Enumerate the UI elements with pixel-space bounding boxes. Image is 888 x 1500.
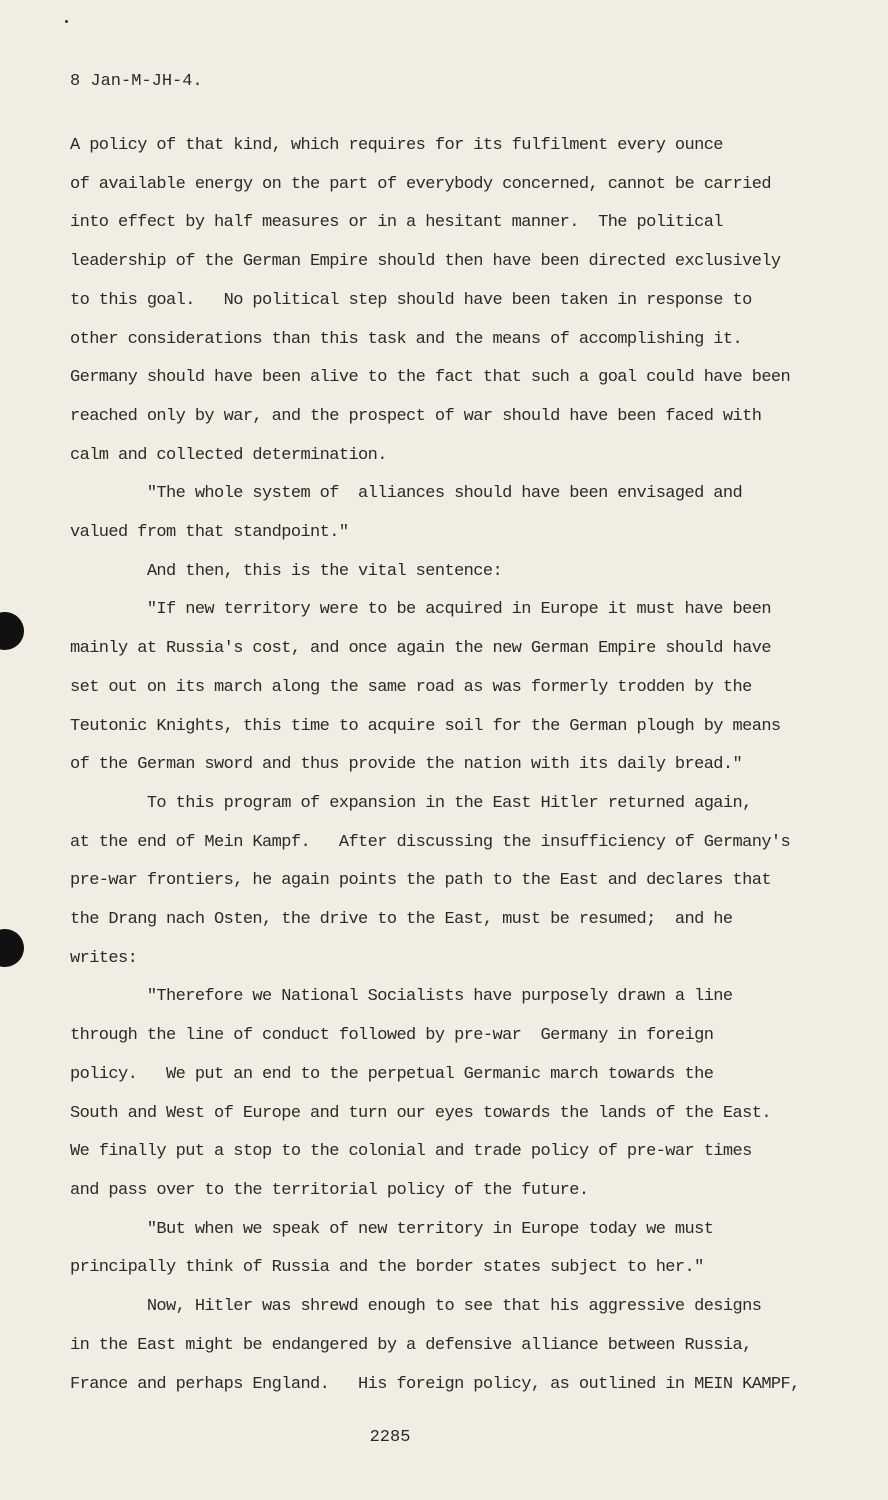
text-line: "If new territory were to be acquired in Europe it must have been: [70, 600, 771, 620]
text-line: South and West of Europe and turn our eyes towards the lands of the East.: [70, 1103, 771, 1123]
text-line: through the line of conduct followed by pre-war Germany in foreign: [70, 1026, 714, 1046]
text-line: reached only by war, and the prospect of war should have been faced with: [70, 406, 762, 426]
body-text: [70, 127, 830, 1404]
text-line: "But when we speak of new territory in Europe today we must: [70, 1219, 714, 1239]
text-line: writes:: [70, 948, 138, 968]
text-line: We finally put a stop to the colonial and trade policy of pre-war times: [70, 1142, 752, 1162]
text-line: in the East might be endangered by a defensive alliance between Russia,: [70, 1335, 752, 1355]
text-line: of the German sword and thus provide the nation with its daily bread.": [70, 755, 743, 775]
text-line: principally think of Russia and the border states subject to her.": [70, 1258, 704, 1278]
text-line: To this program of expansion in the East Hitler returned again,: [70, 793, 752, 813]
text-line: Germany should have been alive to the fact that such a goal could have been: [70, 368, 791, 388]
text-line: valued from that standpoint.": [70, 523, 349, 543]
text-line: of available energy on the part of everybody concerned, cannot be carried: [70, 174, 771, 194]
text-line: at the end of Mein Kampf. After discussing the insufficiency of Germany's: [70, 832, 791, 852]
text-line: "Therefore we National Socialists have purposely drawn a line: [70, 987, 733, 1007]
punch-hole-upper: [0, 612, 24, 650]
text-line: "The whole system of alliances should have been envisaged and: [70, 484, 743, 504]
text-line: leadership of the German Empire should then have been directed exclusively: [70, 252, 781, 272]
text-line: A policy of that kind, which requires for its fulfilment every ounce: [70, 136, 723, 155]
text-line: Teutonic Knights, this time to acquire soil for the German plough by means: [70, 716, 781, 736]
page-number: 2285: [369, 1428, 411, 1447]
page-identifier: 8 Jan-M-JH-4.: [70, 72, 203, 91]
paper-speck: [65, 20, 68, 23]
text-line: Now, Hitler was shrewd enough to see that his aggressive designs: [70, 1297, 762, 1317]
text-line: mainly at Russia's cost, and once again the new German Empire should have: [70, 639, 771, 659]
punch-hole-lower: [0, 929, 24, 967]
text-line: set out on its march along the same road as was formerly trodden by the: [70, 677, 752, 697]
text-line: France and perhaps England. His foreign policy, as outlined in MEIN KAMPF,: [70, 1374, 800, 1394]
text-line: the Drang nach Osten, the drive to the East, must be resumed; and he: [70, 910, 733, 930]
text-line: other considerations than this task and the means of accomplishing it.: [70, 329, 743, 349]
text-line: pre-war frontiers, he again points the path to the East and declares that: [70, 871, 771, 891]
text-line: and pass over to the territorial policy of the future.: [70, 1180, 589, 1200]
text-line: to this goal. No political step should have been taken in response to: [70, 290, 752, 310]
text-line: And then, this is the vital sentence:: [70, 561, 503, 581]
text-line: calm and collected determination.: [70, 445, 387, 465]
text-line: into effect by half measures or in a hesitant manner. The political: [70, 213, 723, 233]
text-line: policy. We put an end to the perpetual Germanic march towards the: [70, 1064, 714, 1084]
